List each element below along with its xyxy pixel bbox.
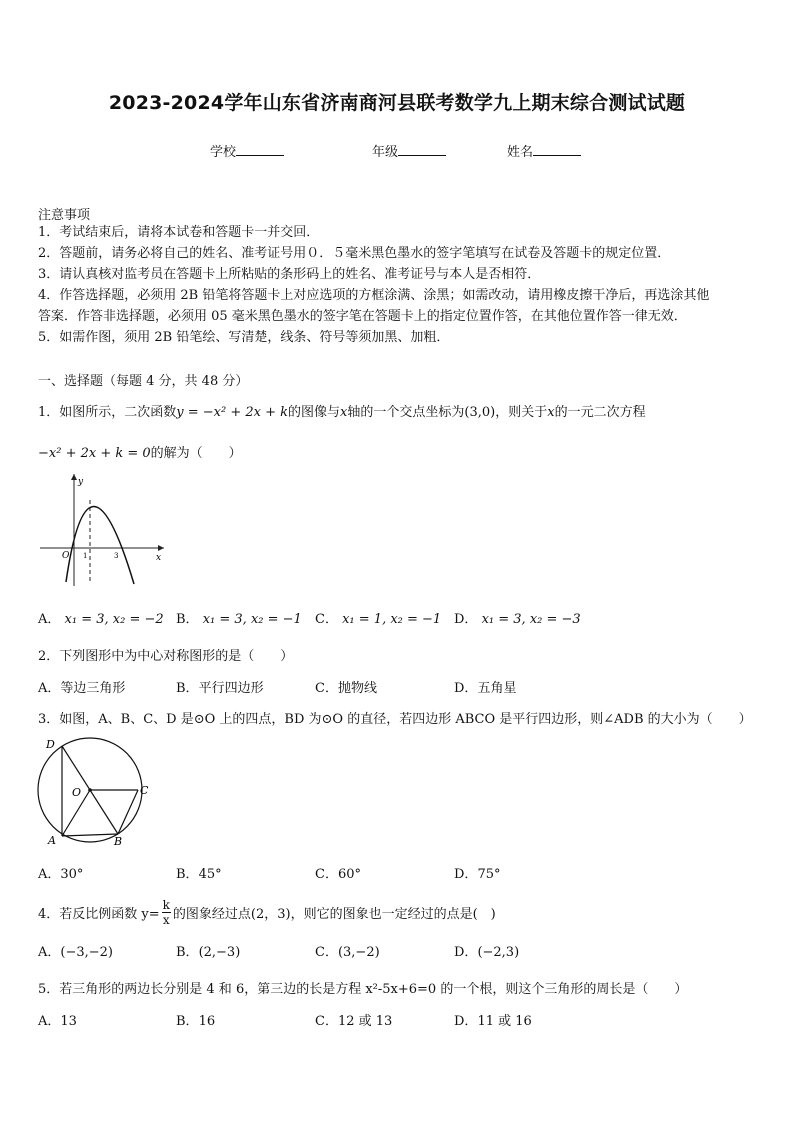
note-item: 4．作答选择题，必须用 2B 铅笔将答题卡上对应选项的方框涂满、涂黑；如需改动，请用橡皮擦干净后，再选涂其他 [38, 288, 710, 303]
question-4 [38, 895, 496, 929]
q4-prefix: 4．若反比例函数 y= [38, 906, 160, 922]
label-d: D [46, 738, 55, 751]
note-item: 3．请认真核对监考员在答题卡上所粘贴的条形码上的姓名、准考证号与本人是否相符． [38, 267, 541, 282]
option-label: C． [315, 612, 338, 627]
q1-mid2: 轴的一个交点坐标为 [347, 405, 465, 420]
q4-denominator: x [162, 912, 170, 927]
option-text: x₁ = 1, x₂ = −1 [342, 612, 442, 627]
q1-parabola-graph [36, 470, 168, 592]
q1-point: (3,0) [464, 405, 496, 420]
q3-option-d[interactable] [454, 863, 500, 882]
option-label: D． [454, 1014, 478, 1029]
label-b: B [114, 835, 123, 848]
option-label: D． [454, 612, 478, 627]
graph-x-label: x [156, 553, 162, 563]
option-label: A． [38, 945, 61, 960]
q1-axis: x [340, 405, 348, 420]
option-text: x₁ = 3, x₂ = −1 [202, 612, 302, 627]
label-c: C [140, 784, 149, 797]
option-label: B． [176, 1014, 199, 1029]
notes-heading: 注意事项 [38, 208, 91, 223]
name-field[interactable] [507, 141, 581, 160]
school-field[interactable] [210, 141, 284, 160]
option-label: A． [38, 867, 61, 882]
option-text: (−2,3) [477, 945, 520, 960]
section-heading: 一、选择题（每题 4 分，共 48 分） [38, 374, 249, 389]
option-text: 75° [477, 867, 501, 882]
q4-option-a[interactable] [38, 941, 113, 960]
grade-label: 年级 [372, 145, 399, 160]
option-text: 11 或 16 [477, 1014, 532, 1029]
option-text: (2,−3) [198, 945, 241, 960]
graph-origin-label: O [62, 551, 70, 561]
page-title: 2023-2024学年山东省济南商河县联考数学九上期末综合测试试题 [108, 92, 686, 114]
q1-option-b[interactable] [176, 608, 302, 627]
q1-option-a[interactable] [38, 608, 164, 627]
q1-eq-suffix: 的解为（ ） [150, 446, 242, 461]
grade-field[interactable] [372, 141, 446, 160]
q2-option-a[interactable] [38, 677, 125, 696]
q3-option-b[interactable] [176, 863, 222, 882]
school-blank[interactable] [236, 143, 284, 156]
option-text: 45° [198, 867, 222, 882]
q3-circle-figure [34, 734, 154, 850]
q5-option-b[interactable] [176, 1010, 215, 1029]
q1-equation: −x² + 2x + k = 0 [38, 446, 151, 461]
q5-option-c[interactable] [315, 1010, 392, 1029]
option-label: C． [315, 945, 338, 960]
option-label: D． [454, 945, 478, 960]
q4-option-b[interactable] [176, 941, 240, 960]
option-label: D． [454, 867, 478, 882]
graph-tick-1: 1 [83, 552, 88, 560]
q1-option-c[interactable] [315, 608, 441, 627]
option-label: B． [176, 945, 199, 960]
note-item: 5．如需作图，须用 2B 铅笔绘、写清楚，线条、符号等须加黑、加粗． [38, 330, 450, 345]
q4-suffix: 的图象经过点(2，3)，则它的图象也一定经过的点是( ) [172, 906, 496, 922]
option-text: x₁ = 3, x₂ = −2 [64, 612, 164, 627]
label-a: A [48, 834, 56, 847]
note-item: 2．答题前，请务必将自己的姓名、准考证号用０．５毫米黑色墨水的签字笔填写在试卷及答题卡的规定位置． [38, 246, 671, 261]
q1-mid3: ，则关于 [495, 405, 548, 420]
label-o: O [72, 786, 82, 799]
name-blank[interactable] [533, 143, 581, 156]
name-label: 姓名 [507, 145, 534, 160]
q5-option-a[interactable] [38, 1010, 77, 1029]
q4-fraction [162, 898, 171, 927]
graph-y-label: y [78, 477, 84, 487]
option-text: 平行四边形 [198, 681, 264, 696]
option-label: D． [454, 681, 478, 696]
option-text: 16 [198, 1014, 216, 1029]
graph-tick-3: 3 [114, 552, 119, 560]
q1-option-d[interactable] [454, 608, 581, 627]
option-text: 60° [337, 867, 361, 882]
option-text: (3,−2) [337, 945, 380, 960]
option-text: x₁ = 3, x₂ = −3 [481, 612, 581, 627]
q2-option-b[interactable] [176, 677, 264, 696]
note-item: 1．考试结束后，请将本试卷和答题卡一并交回． [38, 225, 320, 240]
question-5: 5．若三角形的两边长分别是 4 和 6，第三边的长是方程 x²-5x+6=0 的一个根，则这个三角形的周长是（ ） [38, 982, 688, 997]
q2-option-c[interactable] [315, 677, 377, 696]
option-text: 五角星 [477, 681, 517, 696]
school-label: 学校 [210, 145, 237, 160]
note-item: 答案．作答非选择题，必须用 05 毫米黑色墨水的签字笔在答题卡上的指定位置作答，在其他位置作答一律无效． [38, 309, 687, 324]
option-label: A． [38, 612, 61, 627]
question-3: 3．如图，A、B、C、D 是⊙O 上的四点，BD 为⊙O 的直径，若四边形 ABCO 是平行四边形，则∠ADB 的大小为（ ） [38, 712, 752, 727]
option-label: B． [176, 681, 199, 696]
option-label: C． [315, 1014, 338, 1029]
q1-suffix: 的一元二次方程 [554, 405, 646, 420]
option-label: C． [315, 867, 338, 882]
option-text: 13 [60, 1014, 77, 1029]
option-text: 30° [60, 867, 84, 882]
q3-option-c[interactable] [315, 863, 361, 882]
option-text: 抛物线 [337, 681, 377, 696]
option-label: C． [315, 681, 338, 696]
q4-numerator: k [162, 897, 170, 912]
q2-option-d[interactable] [454, 677, 516, 696]
option-label: A． [38, 681, 61, 696]
q3-option-a[interactable] [38, 863, 83, 882]
option-text: 等边三角形 [60, 681, 126, 696]
option-label: B． [176, 867, 199, 882]
option-text: 12 或 13 [337, 1014, 393, 1029]
q4-option-d[interactable] [454, 941, 519, 960]
grade-blank[interactable] [398, 143, 446, 156]
option-label: A． [38, 1014, 61, 1029]
question-2: 2．下列图形中为中心对称图形的是（ ） [38, 649, 294, 664]
q4-option-c[interactable] [315, 941, 380, 960]
q5-option-d[interactable] [454, 1010, 532, 1029]
option-text: (−3,−2) [60, 945, 113, 960]
q1-mid: 的图像与 [288, 405, 341, 420]
question-1-equation [38, 442, 242, 461]
q1-prefix: 1．如图所示，二次函数 [38, 405, 177, 420]
q1-var: x [547, 405, 555, 420]
question-1 [38, 401, 646, 420]
option-label: B． [176, 612, 199, 627]
q1-function: y = −x² + 2x + k [176, 405, 289, 420]
